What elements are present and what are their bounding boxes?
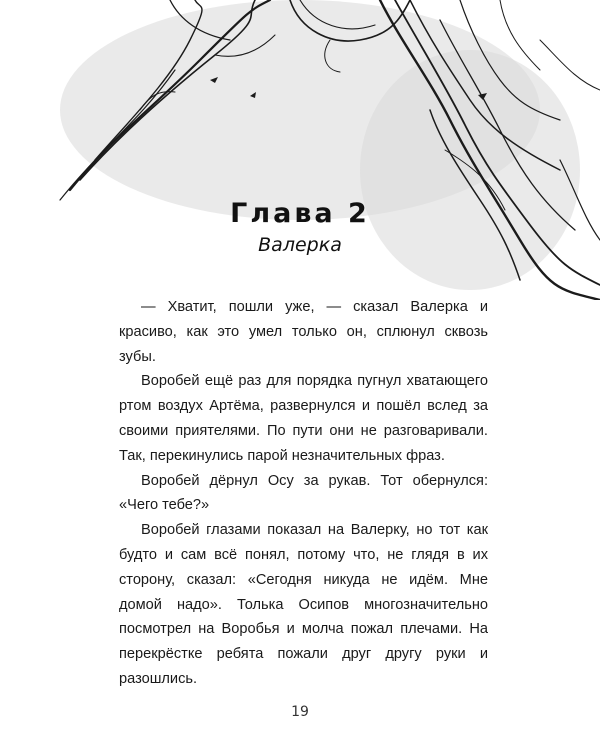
paragraph: — Хватит, пошли уже, — сказал Валерка и красиво, как это умел только он, сплюнул сквозь зубы. <box>119 299 488 365</box>
paragraph: Воробей глазами показал на Валерку, но тот как будто и сам всё понял, потому что, не глядя в их сторону, сказал: «Сегодня никуда не идём. Мне домой надо». Толька Осипов многозначительно посмотрел на Воробья и молча пожал плечами. На перекрёстке ребята пожали друг другу руки и разошлись. <box>119 522 488 687</box>
chapter-body <box>119 295 488 692</box>
paragraph: Воробей дёрнул Осу за рукав. Тот обернулся: «Чего тебе?» <box>119 472 488 514</box>
paragraph: Воробей ещё раз для порядка пугнул хватающего ртом воздух Артёма, развернулся и пошёл вслед за своими приятелями. По пути они не разговаривали. Так, перекинулись парой незначительных фраз. <box>119 373 488 464</box>
chapter-subtitle: Валерка <box>258 234 342 256</box>
chapter-title: Глава 2 <box>230 198 370 229</box>
page-number: 19 <box>291 704 309 720</box>
